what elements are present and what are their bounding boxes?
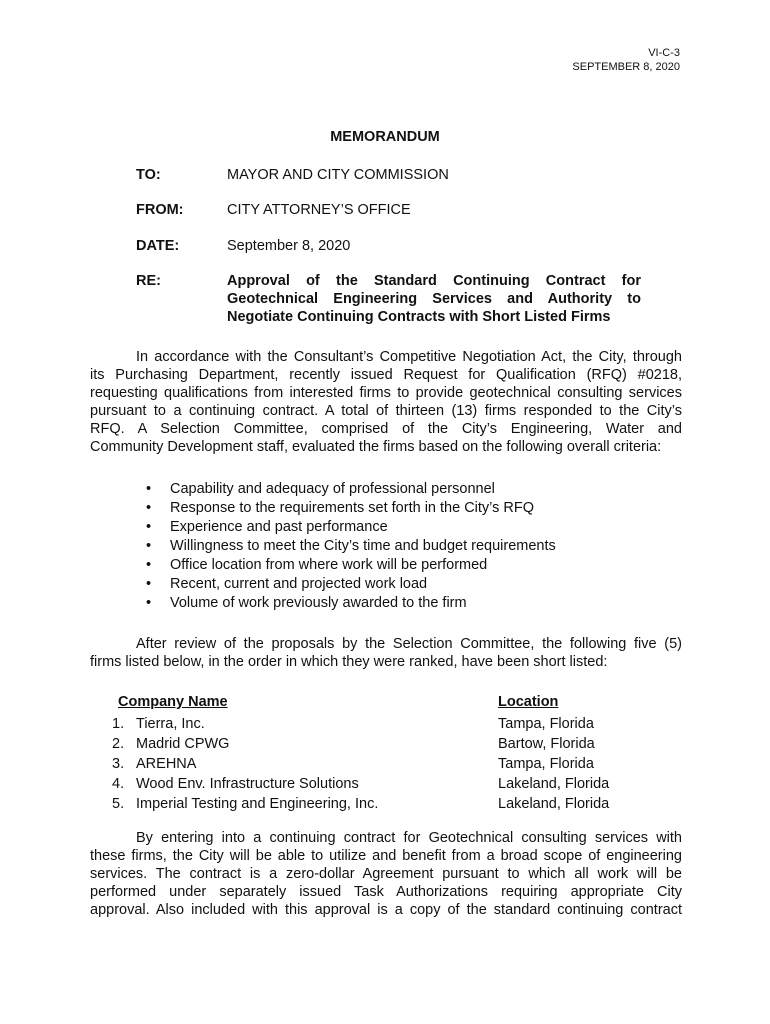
firm-location: Lakeland, Florida <box>498 796 610 812</box>
table-row <box>112 714 632 734</box>
firm-name: Tierra, Inc. <box>136 716 205 732</box>
table-row <box>112 754 632 774</box>
to-value: MAYOR AND CITY COMMISSION <box>227 167 449 183</box>
criteria-list <box>146 480 556 613</box>
to-label: TO: <box>136 167 161 183</box>
criteria-item <box>146 537 556 556</box>
company-name-header: Company Name <box>118 694 228 710</box>
firm-location: Tampa, Florida <box>498 716 594 732</box>
firm-rank: 4. <box>112 776 125 792</box>
date-label: DATE: <box>136 238 180 254</box>
re-label: RE: <box>136 273 161 289</box>
bullet-icon: • <box>146 538 152 554</box>
reference-date: SEPTEMBER 8, 2020 <box>572 61 680 73</box>
bullet-icon: • <box>146 595 152 611</box>
firm-rank: 5. <box>112 796 125 812</box>
paragraph-line: requesting qualifications from interested firms to provide geotechnical consulting services <box>90 385 682 401</box>
document-reference <box>572 46 680 74</box>
firm-name: Madrid CPWG <box>136 736 230 752</box>
criteria-item <box>146 499 556 518</box>
criteria-item <box>146 575 556 594</box>
paragraph-line: pursuant to a continuing contract. A total of thirteen (13) firms responded to the City’s <box>90 403 682 419</box>
criteria-text: Capability and adequacy of professional personnel <box>170 481 495 497</box>
re-line: Approval of the Standard Continuing Contract for <box>227 273 641 289</box>
date-value: September 8, 2020 <box>227 238 351 254</box>
criteria-text: Volume of work previously awarded to the firm <box>170 595 467 611</box>
contract-paragraph <box>90 829 682 919</box>
paragraph-line: approval. Also included with this approval is a copy of the standard continuing contract <box>90 902 682 918</box>
re-line: Negotiate Continuing Contracts with Short Listed Firms <box>227 309 611 325</box>
firm-location: Lakeland, Florida <box>498 776 610 792</box>
reference-code: VI-C-3 <box>648 47 680 59</box>
criteria-text: Response to the requirements set forth in the City’s RFQ <box>170 500 535 516</box>
memo-title: MEMORANDUM <box>330 129 440 145</box>
table-row <box>112 734 632 754</box>
firm-rank: 2. <box>112 736 125 752</box>
criteria-text: Office location from where work will be performed <box>170 557 488 573</box>
firm-location: Tampa, Florida <box>498 756 594 772</box>
paragraph-line: firms listed below, in the order in which they were ranked, have been short listed: <box>90 654 608 670</box>
criteria-item <box>146 518 556 537</box>
firm-rank: 1. <box>112 716 125 732</box>
paragraph-line: Community Development staff, evaluated the firms based on the following overall criteria: <box>90 439 662 455</box>
paragraph-line: RFQ. A Selection Committee, comprised of the City’s Engineering, Water and <box>90 421 682 437</box>
bullet-icon: • <box>146 519 152 535</box>
bullet-icon: • <box>146 500 152 516</box>
intro-paragraph <box>90 348 682 456</box>
criteria-item <box>146 556 556 575</box>
paragraph-line: In accordance with the Consultant’s Competitive Negotiation Act, the City, through <box>136 349 682 365</box>
bullet-icon: • <box>146 576 152 592</box>
table-row <box>112 774 632 794</box>
location-header: Location <box>498 694 559 710</box>
criteria-text: Willingness to meet the City’s time and budget requirements <box>170 538 556 554</box>
firm-rank: 3. <box>112 756 125 772</box>
criteria-item <box>146 594 556 613</box>
table-row <box>112 794 632 814</box>
paragraph-line: performed under separately issued Task Authorizations requiring appropriate City <box>90 884 682 900</box>
re-line: Geotechnical Engineering Services and Authority to <box>227 291 641 307</box>
criteria-item <box>146 480 556 499</box>
firm-location: Bartow, Florida <box>498 736 595 752</box>
paragraph-line: its Purchasing Department, recently issued Request for Qualification (RFQ) #0218, <box>90 367 682 383</box>
bullet-icon: • <box>146 557 152 573</box>
firm-name: AREHNA <box>136 756 197 772</box>
paragraph-line: these firms, the City will be able to utilize and benefit from a broad scope of engineering <box>90 848 682 864</box>
shortlist-paragraph <box>90 635 682 671</box>
from-label: FROM: <box>136 202 184 218</box>
from-value: CITY ATTORNEY’S OFFICE <box>227 202 411 218</box>
re-subject <box>227 272 641 326</box>
bullet-icon: • <box>146 481 152 497</box>
paragraph-line: By entering into a continuing contract for Geotechnical consulting services with <box>136 830 682 846</box>
criteria-text: Recent, current and projected work load <box>170 576 428 592</box>
paragraph-line: After review of the proposals by the Selection Committee, the following five (5) <box>136 636 682 652</box>
firm-name: Wood Env. Infrastructure Solutions <box>136 776 359 792</box>
paragraph-line: services. The contract is a zero-dollar Agreement pursuant to which all work will be <box>90 866 682 882</box>
firm-name: Imperial Testing and Engineering, Inc. <box>136 796 379 812</box>
criteria-text: Experience and past performance <box>170 519 388 535</box>
